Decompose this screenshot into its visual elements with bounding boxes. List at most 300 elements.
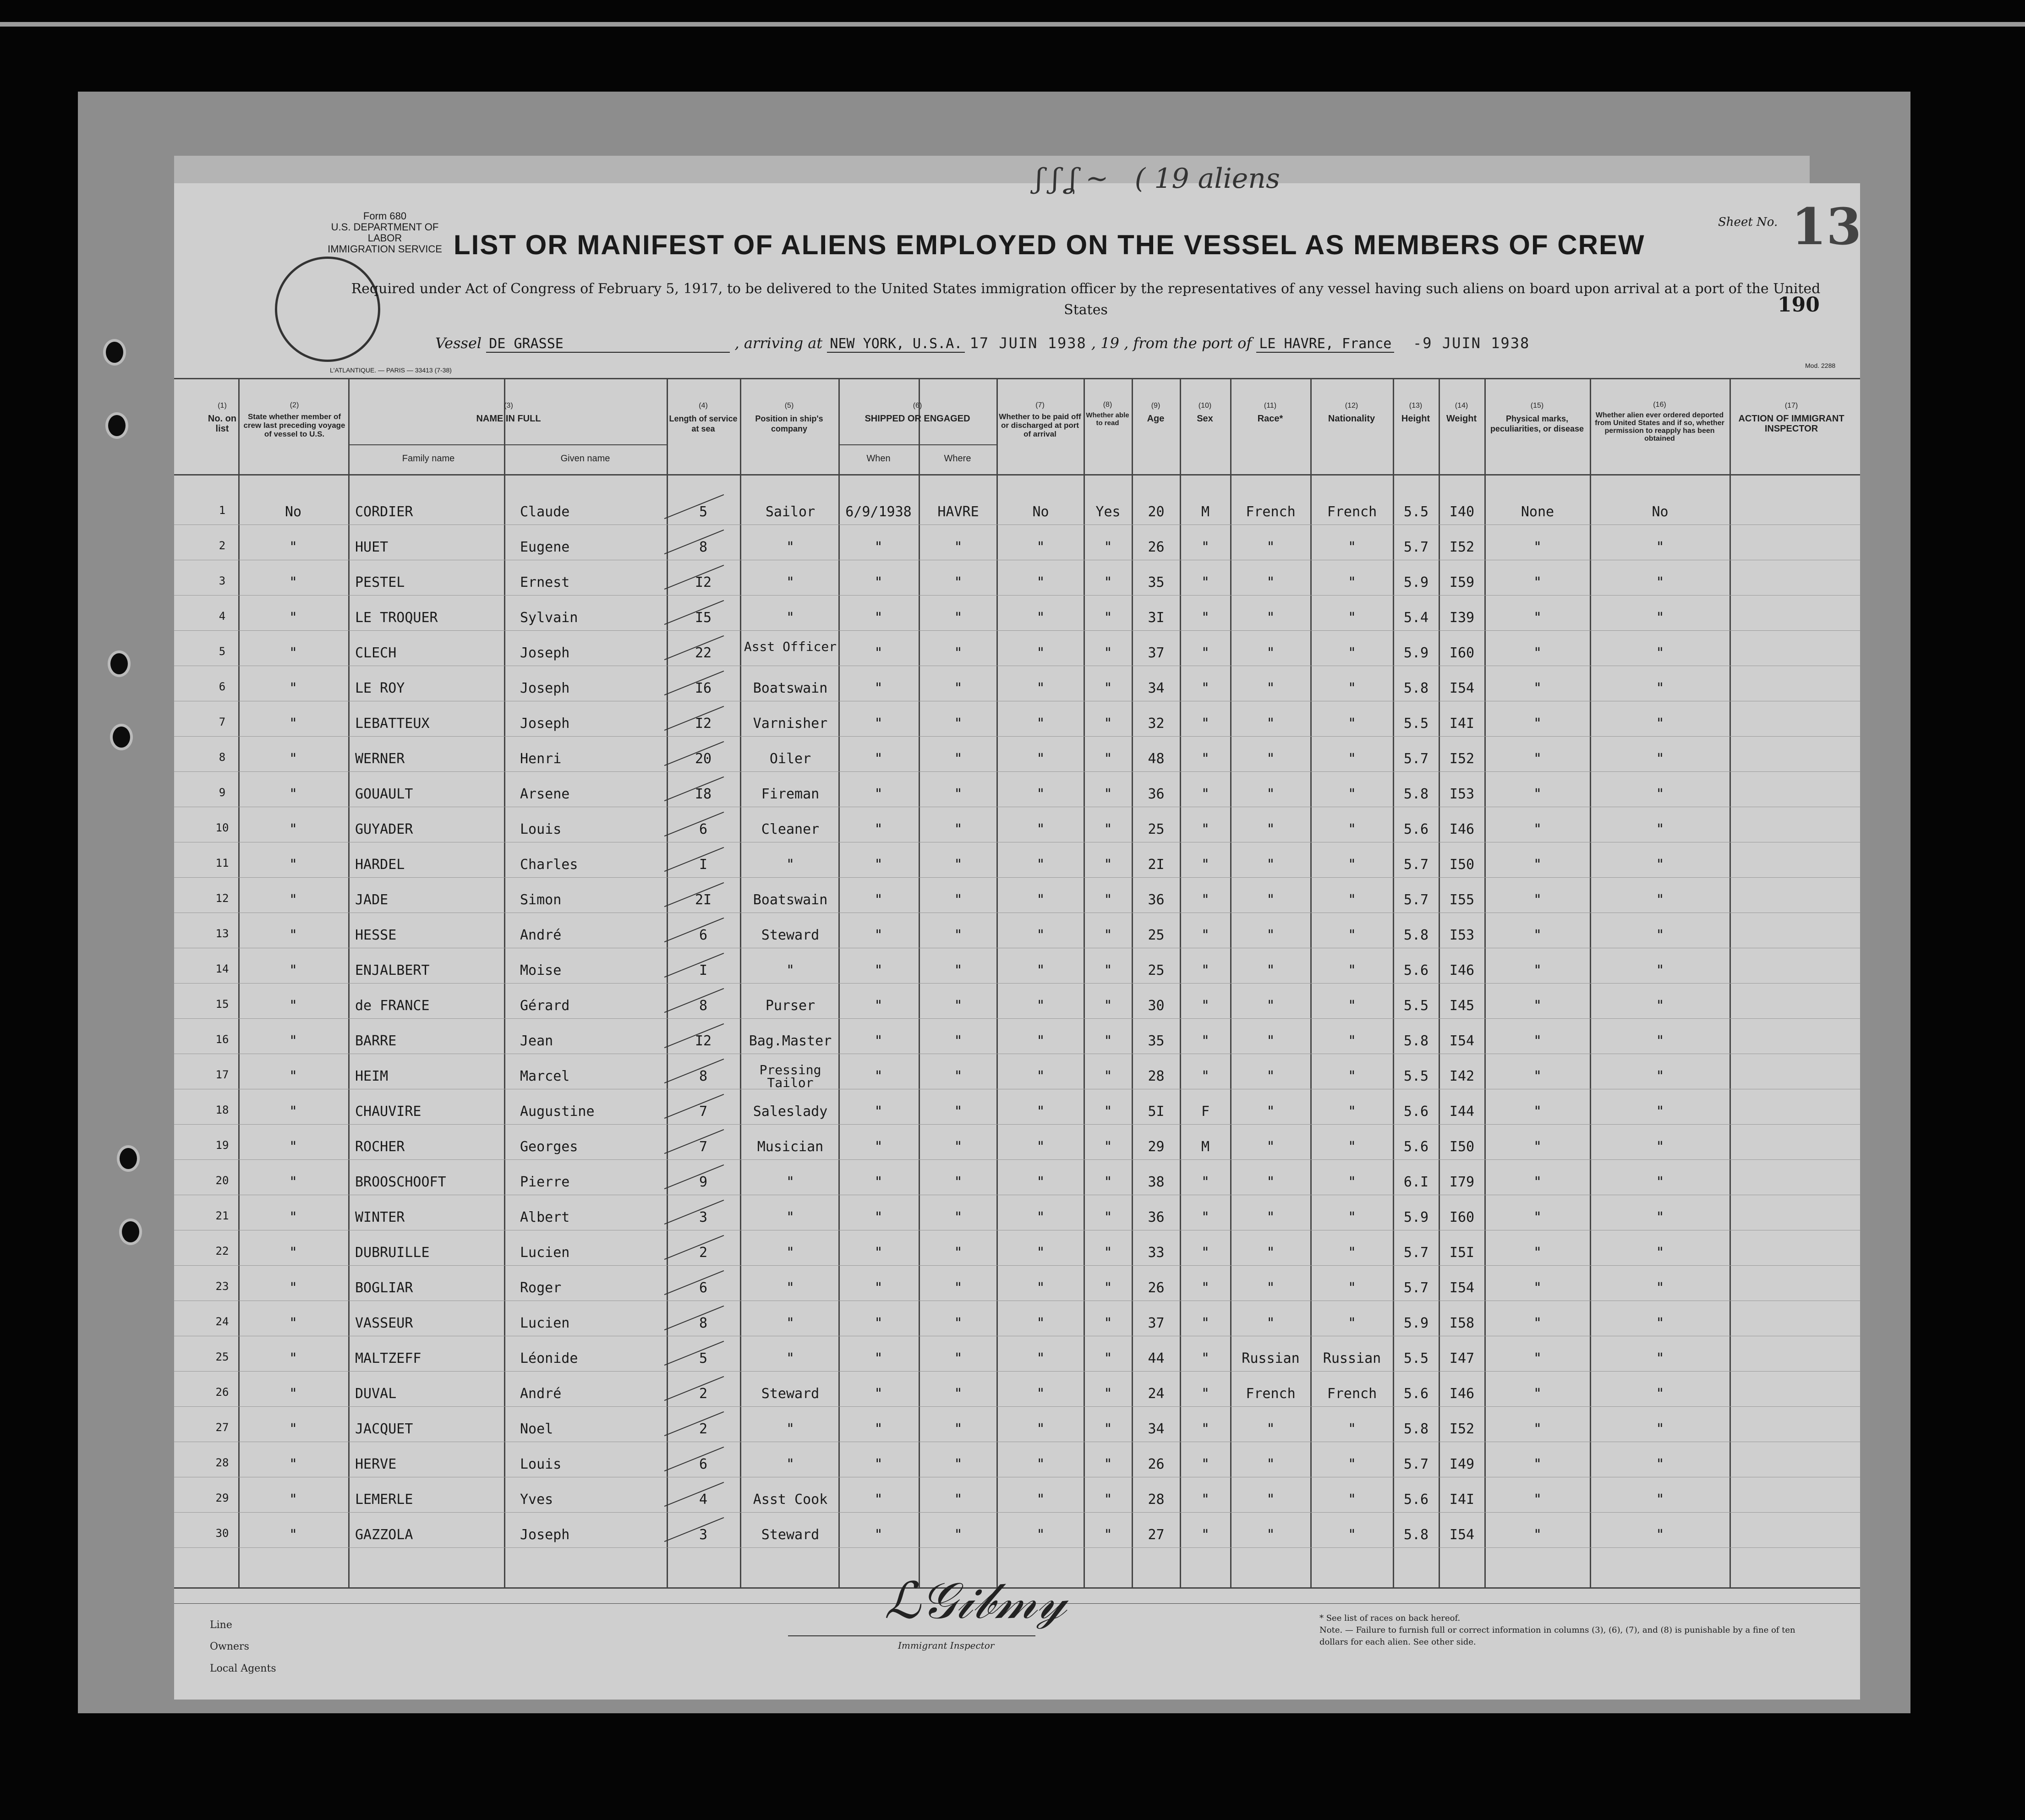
shipped-when-cell: " (874, 1104, 883, 1120)
prev-voyage-cell: " (289, 1315, 298, 1331)
shipped-when-cell: " (874, 610, 883, 626)
shipped-when-cell: " (874, 857, 883, 873)
nationality-cell: " (1347, 1280, 1357, 1296)
given-name-cell: Gérard (520, 998, 570, 1014)
row-rule (174, 1124, 1860, 1125)
col-header-inspector: (17) ACTION OF IMMIGRANT INSPECTOR (1738, 402, 1844, 434)
service-length-cell: 9 (699, 1174, 708, 1190)
age-cell: 5I (1148, 1104, 1165, 1120)
row-number: 16 (215, 1033, 229, 1046)
service-length-cell: 3 (699, 1209, 708, 1225)
col-rule (1439, 378, 1440, 1587)
position-cell: " (786, 1245, 795, 1261)
physical-marks-cell: " (1533, 645, 1542, 661)
position-cell: " (786, 1421, 795, 1437)
shipped-when-cell: " (874, 1209, 883, 1225)
nationality-cell: " (1347, 716, 1357, 732)
position-cell: Oiler (769, 751, 811, 767)
given-name-cell: Lucien (520, 1245, 570, 1261)
col-header-paid-off: (7) Whether to be paid off or discharged at port of arrival (999, 401, 1081, 438)
deported-cell: " (1656, 998, 1664, 1014)
position-cell: Steward (761, 1386, 820, 1402)
service-length-cell: 20 (695, 751, 712, 767)
family-name-cell: BOGLIAR (355, 1280, 413, 1296)
service-length-cell: 5 (699, 504, 708, 520)
paid-off-cell: " (1036, 1139, 1045, 1155)
paid-off-cell: " (1036, 892, 1045, 908)
col-header-service: (4) Length of service at sea (669, 402, 738, 433)
deported-cell: " (1656, 1280, 1664, 1296)
shipped-when-cell: " (874, 1033, 883, 1049)
inspector-signature: ℒ𝒢𝒾𝒷𝓂𝓎 (884, 1571, 1067, 1630)
service-length-cell: 8 (699, 1315, 708, 1331)
row-rule (174, 1406, 1860, 1407)
given-name-cell: Moise (520, 962, 562, 978)
physical-marks-cell: " (1533, 1527, 1542, 1543)
shipped-where-cell: " (954, 1386, 963, 1402)
punch-hole (117, 1145, 140, 1172)
sex-cell: " (1201, 892, 1210, 908)
able-to-read-cell: " (1104, 1209, 1112, 1225)
shipped-subrule (838, 444, 996, 445)
race-cell: " (1266, 1245, 1275, 1261)
position-cell: " (786, 962, 795, 978)
col-header-sex: (10) Sex (1197, 402, 1213, 424)
deported-cell: " (1656, 1209, 1664, 1225)
col-header-height: (13) Height (1401, 402, 1430, 424)
able-to-read-cell: " (1104, 539, 1112, 555)
able-to-read-cell: " (1104, 1421, 1112, 1437)
physical-marks-cell: " (1533, 1456, 1542, 1472)
deported-cell: " (1656, 716, 1664, 732)
prev-voyage-cell: " (289, 1421, 298, 1437)
punch-hole (110, 724, 133, 750)
departure-date: -9 JUIN 1938 (1413, 334, 1530, 352)
shipped-when-cell: " (874, 680, 883, 696)
family-name-cell: JADE (355, 892, 389, 908)
weight-cell: I52 (1449, 539, 1475, 555)
paid-off-cell: " (1036, 1174, 1045, 1190)
footer-owners-label: Owners (210, 1641, 249, 1652)
nationality-cell: French (1327, 504, 1377, 520)
col-header-family: Family name (402, 454, 455, 464)
physical-marks-cell: " (1533, 751, 1542, 767)
arrival-date: 17 JUIN 1938 (969, 334, 1087, 352)
physical-marks-cell: " (1533, 716, 1542, 732)
deported-cell: " (1656, 1456, 1664, 1472)
position-cell: Bag.Master (749, 1033, 832, 1049)
service-length-cell: 3 (699, 1527, 708, 1543)
nationality-cell: " (1347, 892, 1357, 908)
service-length-cell: 7 (699, 1139, 708, 1155)
physical-marks-cell: " (1533, 857, 1542, 873)
prev-voyage-cell: " (289, 574, 298, 590)
service-length-cell: I5 (695, 610, 712, 626)
col-header-prev-voyage: (2) State whether member of crew last preceding voyage of vessel to U.S. (243, 401, 345, 438)
service-length-cell: 8 (699, 1068, 708, 1084)
able-to-read-cell: " (1104, 821, 1112, 837)
col-rule (1484, 378, 1486, 1587)
deported-cell: " (1656, 680, 1664, 696)
race-cell: " (1266, 892, 1275, 908)
prev-voyage-cell: " (289, 1527, 298, 1543)
col-rule (1590, 378, 1591, 1587)
weight-cell: I46 (1449, 962, 1475, 978)
shipped-where-cell: " (954, 892, 963, 908)
age-cell: 48 (1148, 751, 1165, 767)
shipped-when-cell: " (874, 786, 883, 802)
punch-hole (108, 650, 131, 677)
deported-cell: No (1652, 504, 1669, 520)
header-bottom-rule (174, 474, 1860, 475)
shipped-where-cell: " (954, 1456, 963, 1472)
paid-off-cell: " (1036, 1421, 1045, 1437)
row-number: 20 (215, 1174, 229, 1187)
row-number: 23 (215, 1280, 229, 1293)
race-cell: " (1266, 645, 1275, 661)
prev-voyage-cell: " (289, 892, 298, 908)
family-name-cell: LEBATTEUX (355, 716, 430, 732)
position-cell: " (786, 610, 795, 626)
row-rule (174, 1159, 1860, 1160)
given-name-cell: Albert (520, 1209, 570, 1225)
shipped-when-cell: " (874, 998, 883, 1014)
physical-marks-cell: None (1521, 504, 1554, 520)
row-number: 1 (219, 504, 226, 517)
row-rule (174, 1512, 1860, 1513)
race-cell: Russian (1242, 1350, 1300, 1366)
deported-cell: " (1656, 751, 1664, 767)
prev-voyage-cell: " (289, 716, 298, 732)
col-rule (1180, 378, 1181, 1587)
prev-voyage-cell: " (289, 1350, 298, 1366)
paid-off-cell: " (1036, 962, 1045, 978)
given-name-cell: Ernest (520, 574, 570, 590)
sex-cell: " (1201, 821, 1210, 837)
sex-cell: " (1201, 1174, 1210, 1190)
given-name-cell: Marcel (520, 1068, 570, 1084)
position-cell: " (786, 1280, 795, 1296)
sex-cell: " (1201, 751, 1210, 767)
family-name-cell: LE TROQUER (355, 610, 438, 626)
nationality-cell: " (1347, 574, 1357, 590)
race-cell: " (1266, 1174, 1275, 1190)
sheet-number: 13 (1791, 197, 1862, 256)
weight-cell: I60 (1449, 1209, 1475, 1225)
able-to-read-cell: " (1104, 892, 1112, 908)
deported-cell: " (1656, 1033, 1664, 1049)
given-name-cell: Georges (520, 1139, 578, 1155)
position-cell: Boatswain (753, 680, 828, 696)
height-cell: 5.6 (1403, 1492, 1429, 1508)
sex-cell: " (1201, 574, 1210, 590)
physical-marks-cell: " (1533, 892, 1542, 908)
weight-cell: I44 (1449, 1104, 1475, 1120)
family-name-cell: ENJALBERT (355, 962, 430, 978)
position-cell: " (786, 1456, 795, 1472)
paid-off-cell: " (1036, 1280, 1045, 1296)
col-rule (1084, 378, 1085, 1587)
row-number: 5 (219, 645, 226, 658)
row-rule (174, 595, 1860, 596)
able-to-read-cell: " (1104, 1174, 1112, 1190)
col-rule (504, 378, 505, 1587)
deported-cell: " (1656, 1139, 1664, 1155)
prev-voyage-cell: " (289, 751, 298, 767)
nationality-cell: " (1347, 1421, 1357, 1437)
row-number: 3 (219, 574, 226, 587)
prev-voyage-cell: " (289, 998, 298, 1014)
given-name-cell: Sylvain (520, 610, 578, 626)
shipped-when-cell: " (874, 1139, 883, 1155)
vessel-line: Vessel DE GRASSE , arriving at NEW YORK, U.S.A. 17 JUIN 1938 , 19 , from the port of LE HAVRE, France -9 JUIN 1938 (435, 334, 1530, 352)
height-cell: 5.9 (1403, 645, 1429, 661)
paid-off-cell: " (1036, 1104, 1045, 1120)
age-cell: 33 (1148, 1245, 1165, 1261)
service-length-cell: I (699, 962, 708, 978)
deported-cell: " (1656, 1245, 1664, 1261)
row-rule (174, 736, 1860, 737)
physical-marks-cell: " (1533, 1245, 1542, 1261)
family-name-cell: HUET (355, 539, 389, 555)
height-cell: 5.6 (1403, 1104, 1429, 1120)
family-name-cell: MALTZEFF (355, 1350, 421, 1366)
race-cell: " (1266, 1209, 1275, 1225)
col-rule (1393, 378, 1394, 1587)
given-name-cell: Arsene (520, 786, 570, 802)
col-rule (1230, 378, 1231, 1587)
col-header-given: Given name (560, 454, 610, 464)
sex-cell: " (1201, 1492, 1210, 1508)
physical-marks-cell: " (1533, 998, 1542, 1014)
height-cell: 5.8 (1403, 1527, 1429, 1543)
position-cell: Steward (761, 1527, 820, 1543)
service-length-cell: 6 (699, 927, 708, 943)
height-cell: 5.5 (1403, 716, 1429, 732)
shipped-when-cell: " (874, 927, 883, 943)
height-cell: 5.7 (1403, 1280, 1429, 1296)
row-number: 13 (215, 927, 229, 940)
physical-marks-cell: " (1533, 1492, 1542, 1508)
inspector-signature-line (788, 1635, 1035, 1636)
departure-port: LE HAVRE, France (1256, 336, 1394, 353)
position-cell: Asst Cook (753, 1492, 828, 1508)
col-rule (838, 378, 840, 1587)
col-header-marks: (15) Physical marks, peculiarities, or disease (1490, 402, 1584, 433)
service-length-cell: 7 (699, 1104, 708, 1120)
weight-cell: I54 (1449, 1033, 1475, 1049)
service-length-cell: 8 (699, 539, 708, 555)
position-cell: Purser (765, 998, 815, 1014)
family-name-cell: GOUAULT (355, 786, 413, 802)
sex-cell: " (1201, 1527, 1210, 1543)
service-length-cell: 2 (699, 1245, 708, 1261)
row-rule (174, 630, 1860, 631)
deported-cell: " (1656, 1104, 1664, 1120)
nationality-cell: " (1347, 998, 1357, 1014)
shipped-where-cell: " (954, 962, 963, 978)
height-cell: 5.6 (1403, 1386, 1429, 1402)
height-cell: 5.8 (1403, 1033, 1429, 1049)
sheet-label: Sheet No. (1718, 215, 1778, 229)
form-number: Form 680 U.S. DEPARTMENT OF LABOR IMMIGRATION SERVICE (328, 210, 442, 255)
family-name-cell: HERVE (355, 1456, 397, 1472)
prev-voyage-cell: " (289, 1456, 298, 1472)
shipped-when-cell: " (874, 1421, 883, 1437)
nationality-cell: " (1347, 1209, 1357, 1225)
height-cell: 5.4 (1403, 610, 1429, 626)
family-name-cell: VASSEUR (355, 1315, 413, 1331)
nationality-cell: " (1347, 539, 1357, 555)
nationality-cell: " (1347, 1104, 1357, 1120)
able-to-read-cell: " (1104, 1033, 1112, 1049)
col-rule (996, 378, 998, 1587)
weight-cell: I49 (1449, 1456, 1475, 1472)
shipped-where-cell: HAVRE (937, 504, 979, 520)
punch-hole (103, 339, 126, 366)
col-header-where: Where (944, 454, 971, 464)
height-cell: 5.5 (1403, 1350, 1429, 1366)
physical-marks-cell: " (1533, 1209, 1542, 1225)
shipped-where-cell: " (954, 1245, 963, 1261)
weight-cell: I52 (1449, 751, 1475, 767)
family-name-cell: PESTEL (355, 574, 405, 590)
given-name-cell: Roger (520, 1280, 562, 1296)
col-rule (740, 378, 741, 1587)
sex-cell: " (1201, 645, 1210, 661)
shipped-when-cell: " (874, 574, 883, 590)
shipped-when-cell: " (874, 1350, 883, 1366)
physical-marks-cell: " (1533, 1033, 1542, 1049)
prev-voyage-cell: " (289, 645, 298, 661)
paid-off-cell: " (1036, 821, 1045, 837)
col-header-name: (3) NAME IN FULL (476, 402, 541, 424)
shipped-where-cell: " (954, 539, 963, 555)
family-name-cell: LE ROY (355, 680, 405, 696)
paid-off-cell: " (1036, 1068, 1045, 1084)
sex-cell: " (1201, 1033, 1210, 1049)
position-cell: Steward (761, 927, 820, 943)
col-header-age: (9) Age (1147, 402, 1165, 424)
col-header-weight: (14) Weight (1446, 402, 1477, 424)
nationality-cell: " (1347, 962, 1357, 978)
given-name-cell: Joseph (520, 1527, 570, 1543)
deported-cell: " (1656, 857, 1664, 873)
able-to-read-cell: " (1104, 1527, 1112, 1543)
printer-mark: L'ATLANTIQUE. — PARIS — 33413 (7-38) (330, 366, 452, 374)
shipped-where-cell: " (954, 1139, 963, 1155)
prev-voyage-cell: " (289, 1245, 298, 1261)
weight-cell: I46 (1449, 1386, 1475, 1402)
col-rule (1132, 378, 1133, 1587)
race-cell: " (1266, 751, 1275, 767)
able-to-read-cell: " (1104, 1350, 1112, 1366)
row-number: 30 (215, 1527, 229, 1540)
nationality-cell: " (1347, 1492, 1357, 1508)
sex-cell: " (1201, 1315, 1210, 1331)
deported-cell: " (1656, 539, 1664, 555)
age-cell: 30 (1148, 998, 1165, 1014)
prev-voyage-cell: " (289, 1068, 298, 1084)
given-name-cell: Noel (520, 1421, 553, 1437)
given-name-cell: Louis (520, 1456, 562, 1472)
prev-voyage-cell: " (289, 1139, 298, 1155)
row-rule (174, 1265, 1860, 1266)
able-to-read-cell: " (1104, 1280, 1112, 1296)
given-name-cell: André (520, 1386, 562, 1402)
weight-cell: I40 (1449, 504, 1475, 520)
punch-hole (119, 1219, 142, 1245)
model-number: Mod. 2288 (1805, 362, 1836, 369)
top-edge-line (0, 22, 2025, 27)
position-cell: " (786, 1209, 795, 1225)
col-rule (1729, 378, 1731, 1587)
age-cell: 26 (1148, 1280, 1165, 1296)
shipped-where-cell: " (954, 751, 963, 767)
fine-note: Note. — Failure to furnish full or correct information in columns (3), (6), (7), and (8) is punishable by a fine of ten dollars for each alien. See other side. (1319, 1625, 1795, 1647)
physical-marks-cell: " (1533, 1350, 1542, 1366)
race-cell: " (1266, 857, 1275, 873)
physical-marks-cell: " (1533, 610, 1542, 626)
nationality-cell: " (1347, 1245, 1357, 1261)
age-cell: 25 (1148, 962, 1165, 978)
paid-off-cell: " (1036, 680, 1045, 696)
service-length-cell: 8 (699, 998, 708, 1014)
position-cell: Saleslady (753, 1104, 828, 1120)
race-cell: French (1246, 1386, 1296, 1402)
able-to-read-cell: " (1104, 645, 1112, 661)
family-name-cell: DUVAL (355, 1386, 397, 1402)
given-name-cell: Joseph (520, 680, 570, 696)
paid-off-cell: " (1036, 574, 1045, 590)
prev-voyage-cell: " (289, 680, 298, 696)
race-cell: " (1266, 716, 1275, 732)
row-rule (174, 771, 1860, 772)
sex-cell: " (1201, 786, 1210, 802)
service-length-cell: 5 (699, 1350, 708, 1366)
service-length-cell: I2 (695, 716, 712, 732)
page-subtitle: Required under Act of Congress of February 5, 1917, to be delivered to the United States immigration officer by the representatives of any vessel having such aliens on board upon arrival at a port of the United States (351, 281, 1821, 318)
sex-cell: " (1201, 1421, 1210, 1437)
given-name-cell: Simon (520, 892, 562, 908)
shipped-when-cell: " (874, 751, 883, 767)
row-number: 22 (215, 1245, 229, 1257)
service-length-cell: 22 (695, 645, 712, 661)
deported-cell: " (1656, 786, 1664, 802)
position-cell: Musician (757, 1139, 824, 1155)
row-rule (174, 1547, 1860, 1548)
weight-cell: I55 (1449, 892, 1475, 908)
footer-agents-label: Local Agents (210, 1663, 276, 1674)
col-header-position: (5) Position in ship's company (755, 402, 823, 433)
shipped-when-cell: " (874, 1280, 883, 1296)
race-cell: French (1246, 504, 1296, 520)
given-name-cell: Joseph (520, 716, 570, 732)
shipped-when-cell: " (874, 892, 883, 908)
row-number: 7 (219, 716, 226, 728)
shipped-when-cell: " (874, 1386, 883, 1402)
row-number: 25 (215, 1350, 229, 1363)
able-to-read-cell: " (1104, 1104, 1112, 1120)
shipped-where-cell: " (954, 716, 963, 732)
alien-total: 190 (1778, 293, 1820, 317)
paid-off-cell: " (1036, 927, 1045, 943)
nationality-cell: " (1347, 1139, 1357, 1155)
weight-cell: I45 (1449, 998, 1475, 1014)
race-cell: " (1266, 1280, 1275, 1296)
row-number: 14 (215, 962, 229, 975)
row-rule (174, 1371, 1860, 1372)
